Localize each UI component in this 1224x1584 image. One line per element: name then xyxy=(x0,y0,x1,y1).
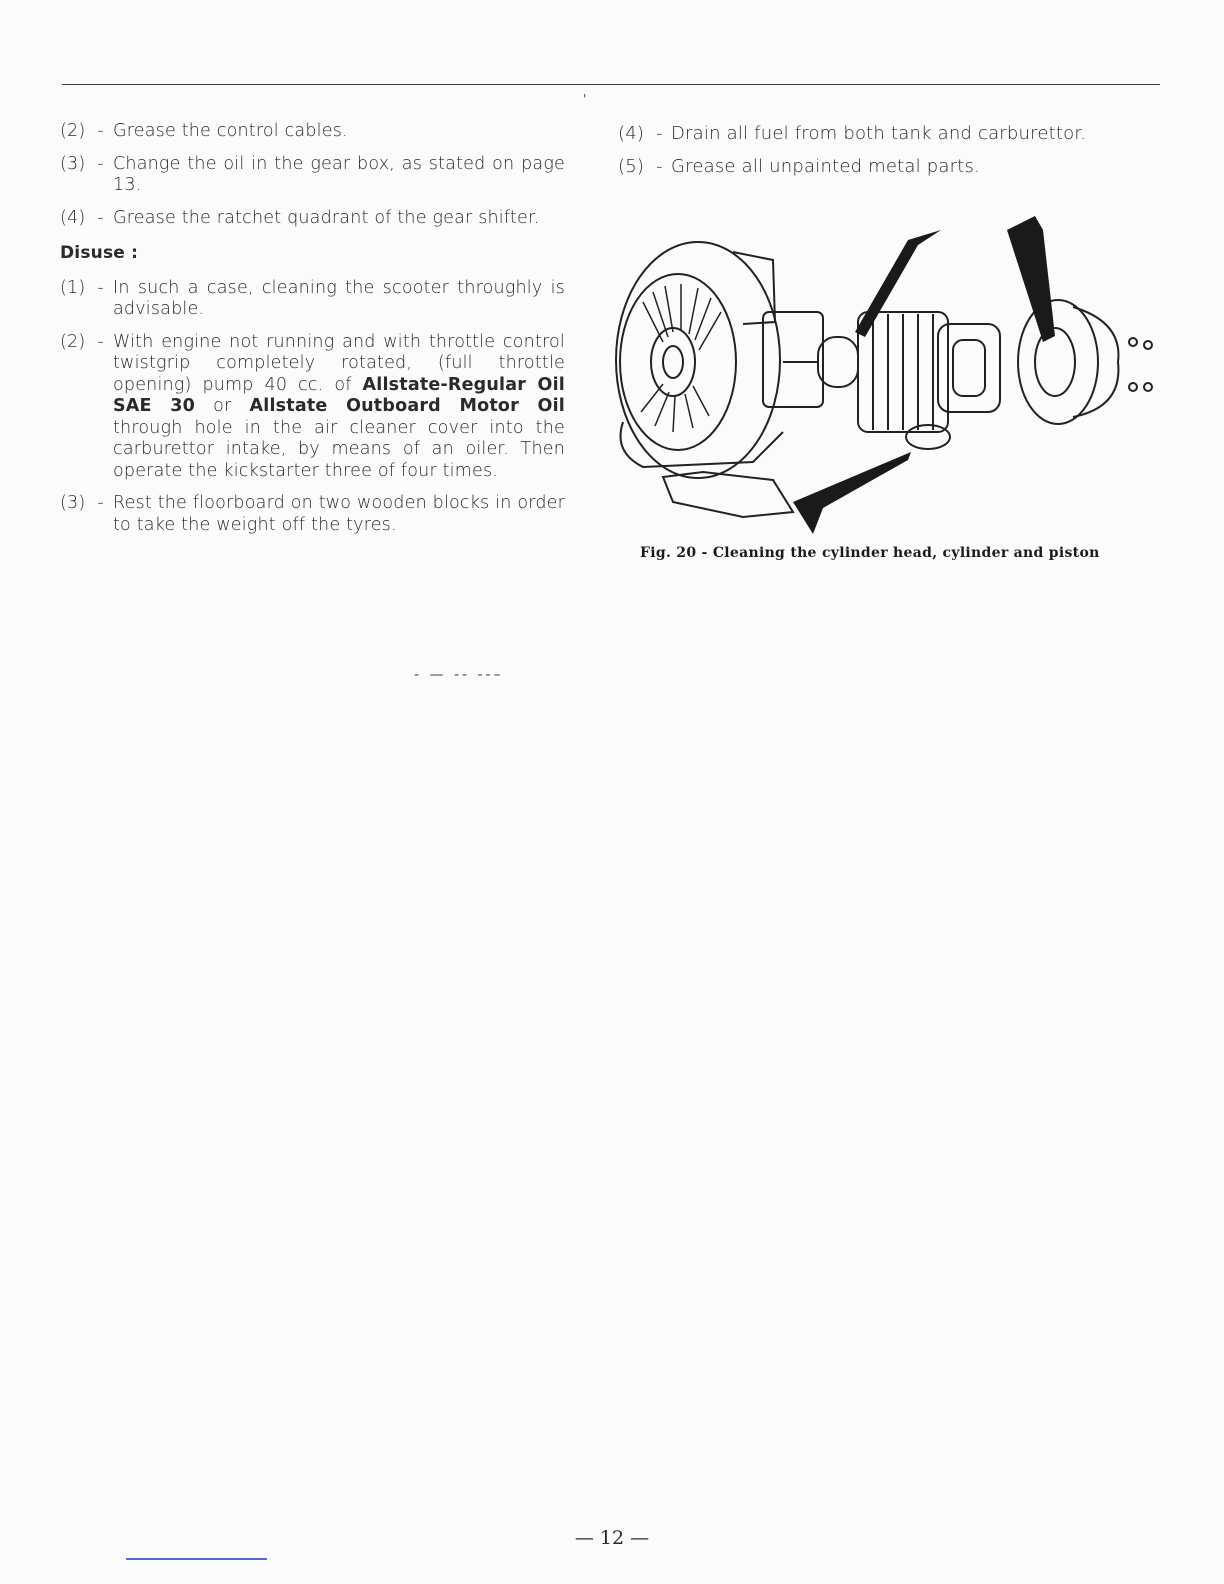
item-text: Grease the control cables. xyxy=(113,121,348,141)
scan-mark xyxy=(126,1558,267,1560)
item-number: (4) xyxy=(60,207,86,228)
item-text: In such a case, cleaning the scooter throughly is advisable. xyxy=(113,277,565,319)
flywheel xyxy=(620,274,736,450)
list-item: (5) - Grease all unpainted metal parts. xyxy=(618,155,980,177)
list-item: (1) - In such a case, cleaning the scooter throughly is advisable. xyxy=(60,277,565,319)
print-mark: - — -- --– xyxy=(414,667,504,683)
item-text: Change the oil in the gear box, as stated on page 13. xyxy=(113,153,565,195)
print-mark: ' xyxy=(583,92,587,106)
list-item: (2) - With engine not running and with throttle control twistgrip completely rotated, (full throttle opening) pump 40 cc. of Allstate-Regular Oil SAE 30 or Allstate Outboard Motor Oil through hole in the air cleaner cover into the carburettor intake, by means of an oiler. Then operate the kickstarter three of four times. xyxy=(60,331,566,481)
item-number: (2) xyxy=(60,121,86,141)
item-text: Grease all unpainted metal parts. xyxy=(671,155,980,177)
right-column xyxy=(618,123,1118,188)
oil-name-outboard: Allstate Outboard Motor Oil xyxy=(249,396,566,416)
pointer-arrows xyxy=(793,216,1055,534)
arrow-icon xyxy=(855,230,941,337)
item-text: Rest the floorboard on two wooden blocks in order to take the weight off the tyres. xyxy=(113,493,565,535)
item-text: Grease the ratchet quadrant of the gear shifter. xyxy=(113,207,540,228)
item-number: (2) xyxy=(60,331,86,352)
list-item: (4) - Drain all fuel from both tank and carburettor. xyxy=(618,123,1087,144)
item-number: (1) xyxy=(60,277,86,298)
item-text-part: With engine not running and with throttle control twistgrip completely rotated, (full throttle opening) pump 40 cc. of xyxy=(113,331,565,395)
item-number: (3) xyxy=(60,493,86,513)
oil-name-regular: Allstate-Regular Oil SAE 30 xyxy=(113,374,565,416)
figure-caption: Fig. 20 - Cleaning the cylinder head, cylinder and piston xyxy=(640,545,1100,561)
list-item: (3) - Rest the floorboard on two wooden blocks in order to take the weight off the tyres. xyxy=(60,493,565,535)
engine-illustration xyxy=(603,212,1153,542)
flywheel-housing xyxy=(616,242,780,478)
item-text-part: through hole in the air cleaner cover into the carburettor intake, by means of an oiler. Then operate the kickstarter three of four times. xyxy=(113,417,565,481)
item-number: (5) xyxy=(618,155,645,177)
page-number: — 12 — xyxy=(574,1527,650,1549)
item-number: (3) xyxy=(60,153,86,174)
arrow-icon xyxy=(793,452,911,534)
list-item: (3) - Change the oil in the gear box, as stated on page 13. xyxy=(60,153,565,195)
top-rule xyxy=(62,84,1160,85)
item-number: (4) xyxy=(618,123,645,144)
list-item: (2) - Grease the control cables. xyxy=(60,121,348,141)
cylinder xyxy=(858,312,948,432)
item-text-part: or xyxy=(195,396,250,416)
cylinder-head xyxy=(1018,300,1118,424)
item-text: Drain all fuel from both tank and carburettor. xyxy=(671,123,1087,144)
list-item: (4) - Grease the ratchet quadrant of the gear shifter. xyxy=(60,207,540,228)
section-heading: Disuse : xyxy=(60,243,139,263)
arrow-icon xyxy=(1007,216,1055,342)
left-column xyxy=(60,121,565,547)
